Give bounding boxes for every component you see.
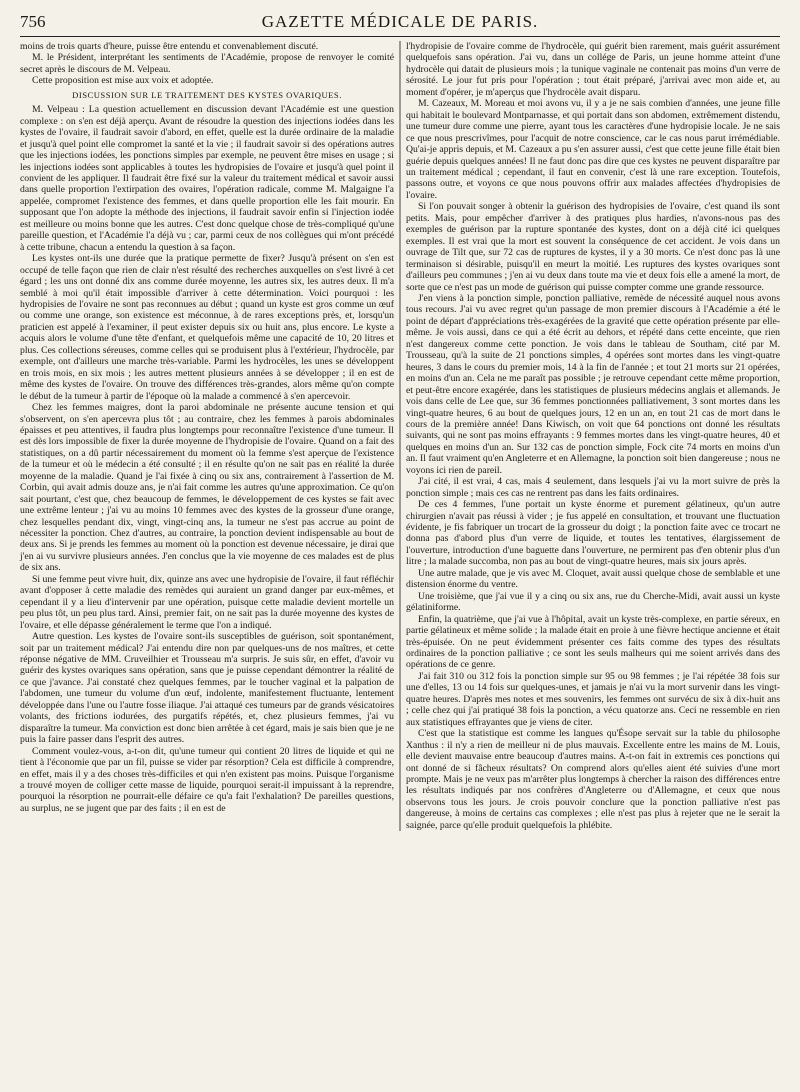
- paragraph: C'est que la statistique est comme les langues qu'Ésope servait sur la table du philosophe Xanthus : il n'y a rien de meilleur ni de plus mauvais. Excellente entre les mains de M. Louis, elle devient mauvaise entre beaucoup d'autres mains. A-t-on fait in extremis ces ponctions qui ont donné de si fâcheux résultats? On comprend alors qu'elles aient été suivies d'une mort prompte. Mais je ne veux pas m'arrêter plus longtemps à chercher la raison des différences entre les résultats indiqués par nos confrères d'Angleterre ou d'Allemagne, et ceux que nous observons tous les jours. Je crois pouvoir conclure que la ponction palliative n'est pas dangereuse, à moins de certains cas complexes ; elle n'est pas plus à rejeter que ne le serait la saignée, parce qu'elle produit quelquefois la phlébite.: [406, 728, 780, 831]
- paragraph: J'ai fait 310 ou 312 fois la ponction simple sur 95 ou 98 femmes ; je l'ai répétée 38 fois sur une d'elles, 13 ou 14 fois sur quelques-unes, et jamais je n'ai vu la mort survenir dans les vingt-quatre heures. D'après mes notes et mes souvenirs, les femmes ont survécu de six à dix-huit ans ; celle chez qui j'ai pratiqué 38 fois la ponction, a vécu quatorze ans. Ceci ne ressemble en rien aux statistiques effrayantes que je viens de citer.: [406, 670, 780, 728]
- paragraph: Si une femme peut vivre huit, dix, quinze ans avec une hydropisie de l'ovaire, il faut réfléchir avant d'opposer à cette maladie des remèdes qui auraient un grand danger par eux-mêmes, et cependant il y a lieu d'intervenir par une opération, puisque cette maladie devient mortelle un peu plus tôt, un peu plus tard. Ainsi, premier fait, on ne sait pas la durée moyenne des kystes de l'ovaire, et elle dépasse généralement le terme que l'on a indiqué.: [20, 573, 394, 631]
- paragraph: M. le Président, interprétant les sentiments de l'Académie, propose de renvoyer le comité secret après le discours de M. Velpeau.: [20, 52, 394, 75]
- paragraph: Enfin, la quatrième, que j'ai vue à l'hôpital, avait un kyste très-complexe, en partie séreux, en partie gélatineux et même solide ; la malade était en proie à une fièvre hectique ancienne et était très-épuisée. On ne peut évidemment présenter ces faits comme des types des résultats ordinaires de la ponction palliative ; ce sont les seuls malheurs qui me soient arrivés dans des opérations de ce genre.: [406, 613, 780, 671]
- paragraph: l'hydropisie de l'ovaire comme de l'hydrocèle, qui guérit bien rarement, mais guérit assurément quelquefois sans opération. J'ai vu, dans un collége de Paris, un jeune homme atteint d'une hydrocèle qui datait de plusieurs mois ; la tunique vaginale ne contenait pas moins d'un verre de sérosité. Le jour fut pris pour l'opération ; tout était préparé, j'arrivai avec mon aide et, au moment d'opérer, je m'aperçus que l'hydrocèle avait disparu.: [406, 41, 780, 98]
- paragraph: Une autre malade, que je vis avec M. Cloquet, avait aussi quelque chose de semblable et une distension énorme du ventre.: [406, 567, 780, 591]
- paragraph: Autre question. Les kystes de l'ovaire sont-ils susceptibles de guérison, soit spontanément, soit par un traitement médical? J'ai entendu dire non par quelques-uns de nos maîtres, et cette réponse négative de MM. Cruveilhier et Trousseau m'a surpris. Je suis sûr, en effet, d'avoir vu guérir des kystes ovariques sans opération, sans que je puisse cependant démontrer la réalité de ce que j'avance. J'ai constaté chez quelques femmes, par le toucher vaginal et la palpation de l'abdomen, une tumeur du volume d'un œuf, indolente, manifestement fluctuante, lentement développée dans l'une ou l'autre fosse iliaque. J'ai attaqué ces tumeurs par de grands vésicatoires volants, des frictions iodurées, des purgatifs répétés, et, chez plusieurs femmes, j'ai vu disparaître la tumeur. Ma conviction est donc bien arrêtée à cet égard, mais je sais bien que je ne puis la faire passer dans l'esprit des autres.: [20, 631, 394, 746]
- paragraph: J'ai cité, il est vrai, 4 cas, mais 4 seulement, dans lesquels j'ai vu la mort suivre de près la ponction simple ; mais ces cas ne rentrent pas dans les faits ordinaires.: [406, 476, 780, 499]
- page-number: 756: [20, 12, 46, 31]
- paragraph: M. Velpeau : La question actuellement en discussion devant l'Académie est une question complexe : on s'en est déjà aperçu. Avant de résoudre la question des injections iodées dans les kystes de l'ovaire, il faudrait savoir d'abord, en effet, quelle est la durée ordinaire de la maladie et jusqu'à quel point elle compromet la santé et la vie ; il faudrait savoir si des opérations autres que les injections iodées, les ponctions simples par exemple, ne peuvent être mises en usage ; si les injections iodées sont applicables à toutes les hydropisies de l'ovaire et jusqu'à quel point il convient de les appliquer. Il faudrait être fixé sur la valeur du traitement médical et savoir aussi dans quelle proportion l'extirpation des ovaires, l'opération radicale, comme M. Malgaigne l'a appelée, compromet l'existence des femmes, et dans quelle proportion elle les fait mourir. En supposant que l'on adopte la méthode des injections, il faudrait savoir enfin si l'injection iodée est meilleure ou moins bonne que les autres. C'est donc quelque chose de très-compliqué qu'une pareille question, et l'Académie l'a déjà vu ; car, parmi ceux de nos collègues qui m'ont précédé à cette tribune, chacun a entendu la question à sa façon.: [20, 104, 394, 253]
- paragraph: Une troisième, que j'ai vue il y a cinq ou six ans, rue du Cherche-Midi, avait aussi un kyste gélatiniforme.: [406, 590, 780, 614]
- paragraph: Les kystes ont-ils une durée que la pratique permette de fixer? Jusqu'à présent on s'en est occupé de telle façon que rien de clair n'est résulté des recherches auxquelles on s'est livré à cet égard ; les uns ont donné dix ans comme durée moyenne, les autres six, les autres deux. Il m'a semblé à moi qu'il était impossible d'arriver à cette détermination. Voici pourquoi : les hydropisies de l'ovaire ne sont pas reconnues au début ; quand un kyste est gros comme un œuf ou comme une orange, son existence est méconnue, à de rares exceptions près, et, lorsqu'un praticien est appelé à l'examiner, il peut exister depuis six ou huit ans, plus encore. Le kyste a acquis alors le volume d'une tête d'enfant, et quelquefois même une capacité de 10, 20 litres et plus. Ces collections séreuses, comme celles qui se produisent plus à l'extérieur, l'hydrocèle, par exemple, ont d'ailleurs une marche très-variable. Parmi les hydrocèles, les unes se développent en trois mois, en six mois ; les autres mettent plusieurs années à se développer ; il en est de même des kystes de l'ovaire. On trouve des différences très-grandes, alors même qu'on compte le début de la tumeur à partir de l'époque où la malade a commencé à s'en apercevoir.: [20, 253, 394, 402]
- section-title: DISCUSSION SUR LE TRAITEMENT DES KYSTES OVARIQUES.: [72, 89, 342, 100]
- paragraph: Comment voulez-vous, a-t-on dit, qu'une tumeur qui contient 20 litres de liquide et qui ne tient à l'économie que par un fil, puisse se vider par résorption? Cela est difficile à comprendre, en effet, mais il y a des choses très-difficiles et qui n'en existent pas moins. Puisque l'organisme a trouvé moyen de colliger cette masse de liquide, pourquoi serait-il impuissant à la reprendre, pourquoi la résorption ne pourrait-elle défaire ce qu'a fait l'exhalation? De pareilles questions, au surplus, ne se jugent que par des faits ; il en est de: [20, 745, 394, 814]
- left-column: [20, 41, 394, 831]
- paragraph: moins de trois quarts d'heure, puisse être entendu et convenablement discuté.: [20, 41, 319, 52]
- paragraph: J'en viens à la ponction simple, ponction palliative, remède de nécessité auquel nous avons tous recours. J'ai vu avec regret qu'un passage de mon premier discours à l'Académie a été le point de départ d'appréciations très-exagérées de la gravité que cette opération présente par elle-même. Je vois aussi, dans ce qui a été écrit au dehors, et répété dans cette enceinte, que rien n'est dangereux comme cette ponction. Je vois dans le tableau de Southam, cité par M. Trousseau, qu'à la suite de 21 ponctions simples, 4 opérées sont mortes dans les vingt-quatre heures, 3 dans le cours du premier mois, 14 à la fin de l'année ; et tout 21 morts sur 21 opérées, en moins d'un an. Cela ne me paraît pas possible ; je retrouve cependant cette même proportion, et peut-être encore exagérée, dans les statistiques de plusieurs médecins anglais et allemands. Je vois dans celle de Lee que, sur 36 femmes ponctionnées palliativement, 3 sont mortes dans les vingt-quatre heures, 6 au bout de quelques jours, 12 en un an, en tout 21 cas de mort dans le cours de la première année! Dans Kiwisch, on voit que 64 ponctions ont donné les résultats suivants, qui ne sont pas moins effrayants : 9 femmes mortes dans les vingt-quatre heures, 40 et quelques en moins d'un an. Sur 132 cas de ponction simple, Fock cite 74 morts en moins d'un an. Il faut vraiment qu'en Angleterre et en Allemagne, la ponction soit bien dangereuse ; nous ne voyons ici rien de pareil.: [406, 292, 780, 476]
- paragraph: Cette proposition est mise aux voix et adoptée.: [32, 75, 214, 87]
- running-title: GAZETTE MÉDICALE DE PARIS.: [261, 12, 539, 31]
- paragraph: Chez les femmes maigres, dont la paroi abdominale ne présente aucune tension et qui s'observent, on s'en apercevra plus tôt ; au contraire, chez les femmes à parois abdominales épaisses et peu attentives, il faudra plus longtemps pour reconnaître l'existence d'une tumeur. Il est dès lors impossible de fixer la durée moyenne de l'hydropisie de l'ovaire. Quand on a fait des statistiques, on a dû partir nécessairement du moment où la femme s'est aperçue de l'existence de la tumeur et où le médecin a été consulté ; il en résulte qu'on ne sait pas en réalité la durée moyenne de la maladie. Quand je l'ai fixée à cinq ou six ans, contrairement à l'assertion de M. Corbin, qui avait admis douze ans, je n'ai fait comme les autres qu'une approximation. Ce qu'on sait pourtant, c'est que, chez beaucoup de femmes, le développement de ces kystes se fait avec une extrême lenteur ; j'ai vu au moins 10 femmes avec des kystes de la grosseur d'une orange, chez lesquelles pendant dix, vingt, vingt-cinq ans, la tumeur ne s'est pas accrue au point de nécessiter la ponction. Chez d'autres, au contraire, la ponction devient indispensable au bout de deux ans. Si je prends les femmes au moment où la ponction est devenue nécessaire, je dirai que j'en ai vu survivre plusieurs années. J'en conclus que la vie moyenne de ces malades est de plus de six ans.: [20, 402, 394, 574]
- page-header: [20, 12, 780, 34]
- header-rule: [20, 36, 780, 37]
- right-column: [406, 41, 780, 831]
- text-columns: [20, 41, 780, 831]
- paragraph: De ces 4 femmes, l'une portait un kyste énorme et purement gélatineux, qu'un autre chirurgien n'avait pas réussi à vider ; je fus appelé en consultation, et trouvant une fluctuation évidente, je fis fabriquer un trocart de la grosseur du doigt ; la ponction faite avec ce trocart ne donna pas d'abord plus d'un verre de liquide, et toutes les tentatives, élargissement de l'ouverture, introduction d'une baguette dans l'ouverture, ne permirent pas d'en obtenir plus d'un litre ; la malade succomba, non pas au bout de vingt-quatre heures, mais six jours après.: [406, 499, 780, 568]
- paragraph: M. Cazeaux, M. Moreau et moi avons vu, il y a je ne sais combien d'années, une jeune fille qui habitait le boulevard Montparnasse, et qui portait dans son abdomen, extrêmement distendu, une tumeur dure comme une pierre, ayant tous les caractères d'une hydropisie locale. Je ne sais ce que nous prescrivîmes, pour l'acquit de notre conscience, car le cas nous parut irrémédiable. Qu'ai-je appris depuis, et M. Cazeaux a pu s'en assurer aussi, c'est que cette jeune fille était bien guérie depuis quelques années! Il ne faut donc pas dire que ces kystes ne peuvent disparaître par un traitement médical ; cependant, il faut en convenir, c'est là une rare exception. Toutefois, passons outre, et voyons ce que nous pouvons offrir aux malades affectées d'hydropisies de l'ovaire.: [406, 98, 780, 201]
- paragraph: Si l'on pouvait songer à obtenir la guérison des hydropisies de l'ovaire, c'est quand ils sont petits. Mais, pour empêcher d'arriver à des pratiques plus hardies, n'avons-nous pas des exemples de guérison par la rupture spontanée des kystes, dont on a déjà cité ici quelques exemples. Il est vrai que la mort est souvent la conséquence de cet accident. Je vois dans un ouvrage de Tilt que, sur 72 cas de ruptures de kystes, il y a 30 morts. Ce n'est donc pas là une terminaison si désirable, puisqu'il en meurt la moitié. Les ruptures des kystes ovariques sont d'ailleurs peu communes ; j'en ai vu deux dans toute ma vie et deux fois elle a amené la mort, de sorte que ce n'est pas un mode de guérison qui puisse compter comme une grande ressource.: [406, 201, 780, 293]
